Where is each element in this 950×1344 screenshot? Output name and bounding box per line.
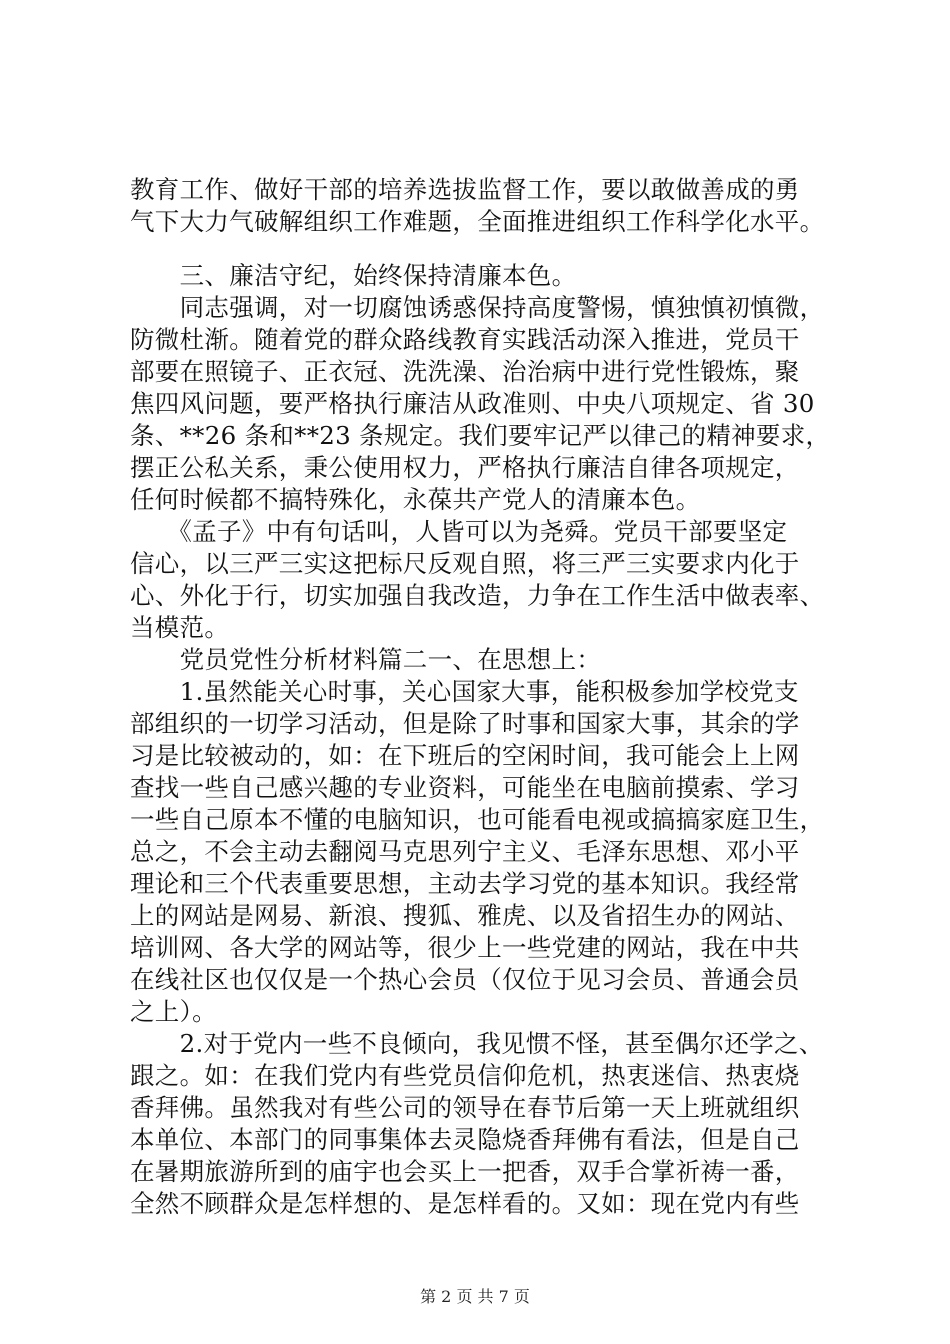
text-line: 心、外化于行，切实加强自我改造，力争在工作生活中做表率、 <box>130 581 825 610</box>
text-line: 1.虽然能关心时事，关心国家大事，能积极参加学校党支 <box>130 677 799 706</box>
text-line: 香拜佛。虽然我对有些公司的领导在春节后第一天上班就组织 <box>130 1093 800 1122</box>
text-line: 在暑期旅游所到的庙宇也会买上一把香，双手合掌祈祷一番， <box>130 1157 800 1186</box>
text-line: 教育工作、做好干部的培养选拔监督工作，要以敢做善成的勇 <box>130 175 800 204</box>
text-line: 当模范。 <box>130 613 230 642</box>
text-line: 习是比较被动的，如：在下班后的空闲时间，我可能会上上网 <box>130 741 800 770</box>
text-line: 在线社区也仅仅是一个热心会员（仅位于见习会员、普通会员 <box>130 965 800 994</box>
text-line: 2.对于党内一些不良倾向，我见惯不怪，甚至偶尔还学之、 <box>130 1029 824 1058</box>
text-line: 一些自己原本不懂的电脑知识，也可能看电视或搞搞家庭卫生， <box>130 805 825 834</box>
text-line: 查找一些自己感兴趣的专业资料，可能坐在电脑前摸索、学习 <box>130 773 800 802</box>
text-line: 信心，以三严三实这把标尺反观自照，将三严三实要求内化于 <box>130 549 800 578</box>
text-line: 部组织的一切学习活动，但是除了时事和国家大事，其余的学 <box>130 709 800 738</box>
text-line: 防微杜渐。随着党的群众路线教育实践活动深入推进，党员干 <box>130 325 800 354</box>
text-line: 全然不顾群众是怎样想的、是怎样看的。又如：现在党内有些 <box>130 1189 800 1218</box>
page-number-footer: 第 2 页 共 7 页 <box>420 1287 530 1306</box>
text-line: 条、**26 条和**23 条规定。我们要牢记严以律己的精神要求， <box>130 421 831 450</box>
text-line: 任何时候都不搞特殊化，永葆共产党人的清廉本色。 <box>130 485 701 514</box>
text-line: 气下大力气破解组织工作难题，全面推进组织工作科学化水平。 <box>130 207 825 236</box>
section-heading: 党员党性分析材料篇二一、在思想上： <box>130 645 602 674</box>
text-line: 摆正公私关系，秉公使用权力，严格执行廉洁自律各项规定， <box>130 453 800 482</box>
text-line: 培训网、各大学的网站等，很少上一些党建的网站，我在中共 <box>130 933 800 962</box>
text-line: 本单位、本部门的同事集体去灵隐烧香拜佛有看法，但是自己 <box>130 1125 800 1154</box>
text-line: 总之，不会主动去翻阅马克思列宁主义、毛泽东思想、邓小平 <box>130 837 800 866</box>
text-line: 部要在照镜子、正衣冠、洗洗澡、治治病中进行党性锻炼，聚 <box>130 357 800 386</box>
section-heading: 三、廉洁守纪，始终保持清廉本色。 <box>130 261 577 290</box>
text-line: 跟之。如：在我们党内有些党员信仰危机，热衷迷信、热衷烧 <box>130 1061 800 1090</box>
text-line: 理论和三个代表重要思想，主动去学习党的基本知识。我经常 <box>130 869 800 898</box>
text-line: 焦四风问题，要严格执行廉洁从政准则、中央八项规定、省 30 <box>130 389 815 418</box>
text-line: 上的网站是网易、新浪、搜狐、雅虎、以及省招生办的网站、 <box>130 901 800 930</box>
text-line: 《孟子》中有句话叫，人皆可以为尧舜。党员干部要坚定 <box>130 517 788 546</box>
text-line: 同志强调，对一切腐蚀诱惑保持高度警惕，慎独慎初慎微， <box>130 293 825 322</box>
text-line: 之上）。 <box>130 997 217 1026</box>
